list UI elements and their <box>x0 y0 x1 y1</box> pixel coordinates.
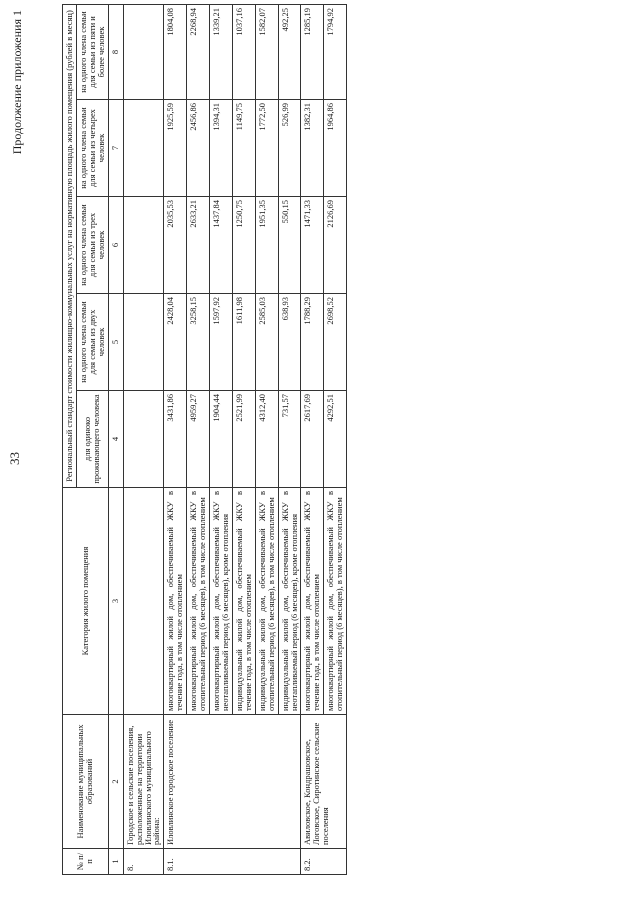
column-numbers-row <box>108 4 123 874</box>
value-cell: 492,25 <box>278 4 301 99</box>
category-cell: многоквартирный жилой дом, обеспечиваемый ЖКУ в течение года, в том числе отоплением <box>164 488 187 715</box>
value-cell: 731,57 <box>278 391 301 488</box>
header-sub-3: на одного члена семьи для семьи из трех человек <box>76 197 108 294</box>
value-cell: 2456,86 <box>187 100 210 197</box>
value-cell: 4959,27 <box>187 391 210 488</box>
header-name: Наименование муниципальных образований <box>63 715 109 849</box>
value-cell: 1788,29 <box>301 294 324 391</box>
group-no: 8.2. <box>301 849 347 875</box>
section-row <box>123 4 164 874</box>
value-cell: 2035,53 <box>164 197 187 294</box>
value-cell: 1925,59 <box>164 100 187 197</box>
value-cell: 4312,40 <box>255 391 278 488</box>
section-no: 8. <box>123 849 164 875</box>
header-sub-1: для одиноко проживающего человека <box>76 391 108 488</box>
value-cell: 1951,35 <box>255 197 278 294</box>
value-cell: 1149,75 <box>232 100 255 197</box>
value-cell: 2428,04 <box>164 294 187 391</box>
col-number: 3 <box>108 488 123 715</box>
value-cell: 2268,94 <box>187 4 210 99</box>
standards-table <box>62 4 347 875</box>
value-cell: 1772,50 <box>255 100 278 197</box>
value-cell: 1904,44 <box>210 391 233 488</box>
value-cell: 638,93 <box>278 294 301 391</box>
category-cell: индивидуальный жилой дом, обеспечиваемый ЖКУ в течение года, в том числе отоплением <box>232 488 255 715</box>
value-cell: 1597,92 <box>210 294 233 391</box>
value-cell: 1394,31 <box>210 100 233 197</box>
category-cell: многоквартирный жилой дом, обеспечиваемый ЖКУ в отопительный период (6 месяцев), в том числе отоплением <box>324 488 347 715</box>
category-cell: многоквартирный жилой дом, обеспечиваемый ЖКУ в течение года, в том числе отоплением <box>301 488 324 715</box>
header-sub-5: на одного члена семьи для семьи из пяти и более человек <box>76 4 108 99</box>
value-cell: 2126,69 <box>324 197 347 294</box>
value-cell: 1471,33 <box>301 197 324 294</box>
page-number: 33 <box>7 452 22 465</box>
col-number: 1 <box>108 849 123 875</box>
category-cell: многоквартирный жилой дом, обеспечиваемый ЖКУ в отопительный период (6 месяцев), в том числе отоплением <box>187 488 210 715</box>
value-cell: 550,15 <box>278 197 301 294</box>
col-number: 2 <box>108 715 123 849</box>
value-cell: 1437,84 <box>210 197 233 294</box>
value-cell: 1382,31 <box>301 100 324 197</box>
value-cell: 3431,86 <box>164 391 187 488</box>
category-cell: индивидуальный жилой дом, обеспечиваемый ЖКУ в неотапливаемый период (6 месяцев), кроме отопления <box>278 488 301 715</box>
col-number: 4 <box>108 391 123 488</box>
table-row <box>301 4 324 874</box>
value-cell: 4292,51 <box>324 391 347 488</box>
table-row <box>164 4 187 874</box>
value-cell: 3258,15 <box>187 294 210 391</box>
header-standard: Региональный стандарт стоимости жилищно-коммунальных услуг на нормативную площадь жилого помещения (рублей в месяц) <box>63 4 77 487</box>
value-cell: 1037,16 <box>232 4 255 99</box>
group-name: Авиловское, Кондрашовское, Логовское, Сиротинское сельские поселения <box>301 715 347 849</box>
col-number: 8 <box>108 4 123 99</box>
category-cell: многоквартирный жилой дом, обеспечиваемый ЖКУ в неотапливаемый период (6 месяцев), кроме отопления <box>210 488 233 715</box>
value-cell: 2521,99 <box>232 391 255 488</box>
value-cell: 526,99 <box>278 100 301 197</box>
value-cell: 1285,19 <box>301 4 324 99</box>
header-sub-4: на одного члена семьи для семьи из четырех человек <box>76 100 108 197</box>
value-cell: 2633,21 <box>187 197 210 294</box>
header-category: Категория жилого помещения <box>63 488 109 715</box>
category-cell: индивидуальный жилой дом, обеспечиваемый ЖКУ в отопительный период (6 месяцев), в том числе отоплением <box>255 488 278 715</box>
value-cell: 1804,08 <box>164 4 187 99</box>
value-cell: 1582,07 <box>255 4 278 99</box>
value-cell: 1339,21 <box>210 4 233 99</box>
value-cell: 2617,69 <box>301 391 324 488</box>
col-number: 7 <box>108 100 123 197</box>
col-number: 6 <box>108 197 123 294</box>
group-name: Иловлинское городское поселение <box>164 715 301 849</box>
header-no: № п/п <box>63 849 109 875</box>
header-sub-2: на одного члена семьи для семьи из двух человек <box>76 294 108 391</box>
value-cell: 2585,03 <box>255 294 278 391</box>
group-no: 8.1. <box>164 849 301 875</box>
value-cell: 1964,86 <box>324 100 347 197</box>
value-cell: 1250,75 <box>232 197 255 294</box>
value-cell: 1611,98 <box>232 294 255 391</box>
value-cell: 2698,52 <box>324 294 347 391</box>
section-name: Городское и сельские поселения, расположенные на территории Иловлинского муниципального района: <box>123 715 164 849</box>
value-cell: 1794,92 <box>324 4 347 99</box>
continuation-label: Продолжение приложения 1 <box>10 10 24 155</box>
col-number: 5 <box>108 294 123 391</box>
